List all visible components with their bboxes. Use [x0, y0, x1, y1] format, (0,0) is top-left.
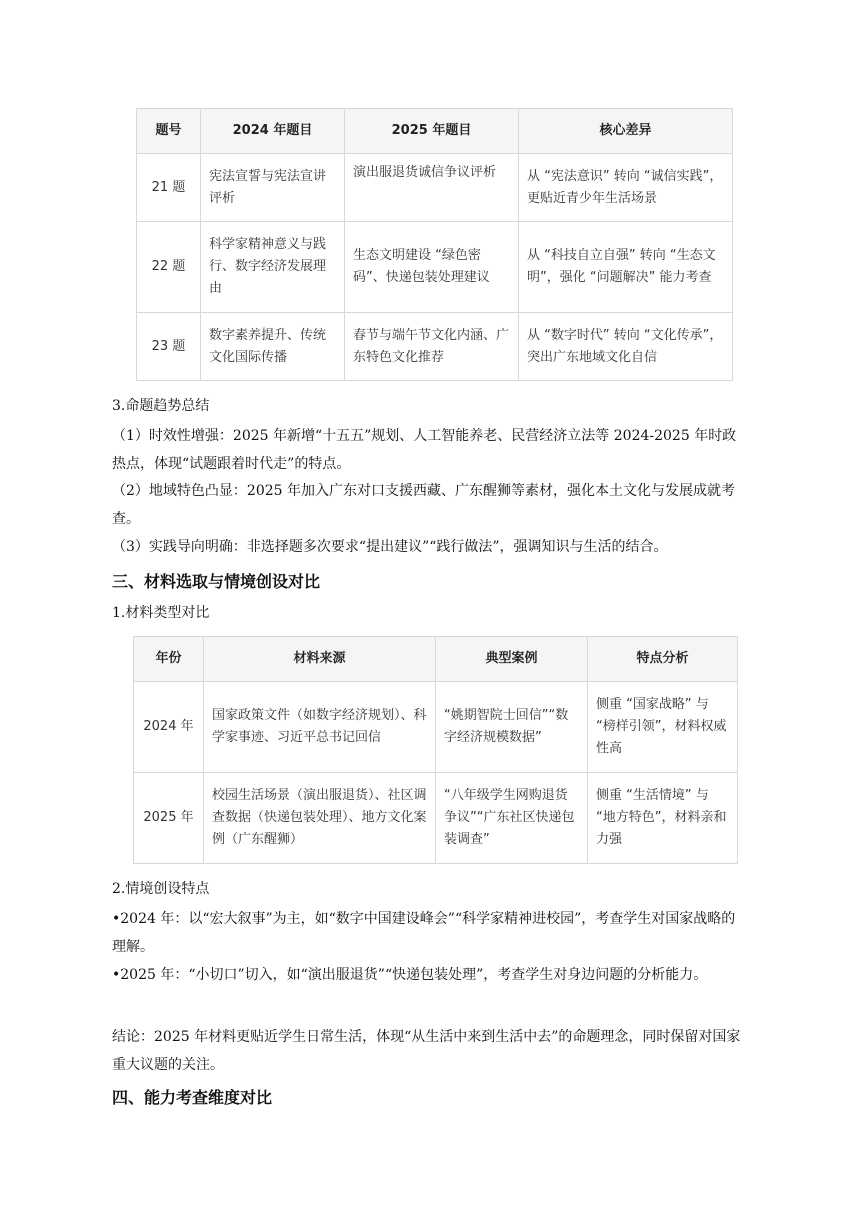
- material-comparison-table: [133, 636, 738, 864]
- conclusion-paragraph: 结论：2025 年材料更贴近学生日常生活，体现“从生活中来到生活中去”的命题理念，同时保留对国家重大议题的关注。: [112, 1029, 741, 1073]
- paragraph: （2）地域特色凸显：2025 年加入广东对口支援西藏、广东醒狮等素材，强化本土文化与发展成就考查。: [112, 483, 735, 527]
- table-cell: “八年级学生网购退货争议”“广东社区快递包装调查”: [436, 773, 588, 864]
- table-cell: 科学家精神意义与践行、数字经济发展理由: [201, 222, 345, 313]
- table-cell: 从 “科技自立自强” 转向 “生态文明”，强化 “问题解决” 能力考查: [519, 222, 733, 313]
- table-cell: 生态文明建设 “绿色密码”、快递包装处理建议: [345, 222, 519, 313]
- table-cell: 23 题: [137, 313, 201, 381]
- table-cell: 22 题: [137, 222, 201, 313]
- table-cell: 国家政策文件（如数字经济规划）、科学家事迹、习近平总书记回信: [204, 682, 436, 773]
- paragraph: （1）时效性增强：2025 年新增“十五五”规划、人工智能养老、民营经济立法等 2024-2025 年时政热点，体现“试题跟着时代走”的特点。: [112, 428, 737, 472]
- table-cell: 春节与端午节文化内涵、广东特色文化推荐: [345, 313, 519, 381]
- table-header-row: [137, 109, 733, 154]
- table-row: [134, 682, 738, 773]
- table-cell: 校园生活场景（演出服退货）、社区调查数据（快递包装处理）、地方文化案例（广东醒狮）: [204, 773, 436, 864]
- table-cell: 侧重 “国家战略” 与 “榜样引领”，材料权威性高: [588, 682, 738, 773]
- table-cell: 数字素养提升、传统文化国际传播: [201, 313, 345, 381]
- bullet-item: •2025 年：“小切口”切入，如“演出服退货”“快递包装处理”，考查学生对身边问题的分析能力。: [112, 967, 708, 983]
- table-cell: 21 题: [137, 154, 201, 222]
- section-subtitle: 2.情境创设特点: [112, 881, 210, 897]
- column-header: 2024 年题目: [201, 109, 345, 154]
- table-header-row: [134, 637, 738, 682]
- column-header: 2025 年题目: [345, 109, 519, 154]
- bullet-item: •2024 年：以“宏大叙事”为主，如“数字中国建设峰会”“科学家精神进校园”，考查学生对国家战略的理解。: [112, 911, 736, 955]
- table-cell: 从 “数字时代” 转向 “文化传承”，突出广东地域文化自信: [519, 313, 733, 381]
- section-heading: 三、材料选取与情境创设对比: [112, 572, 321, 591]
- column-header: 特点分析: [588, 637, 738, 682]
- table-cell: 从 “宪法意识” 转向 “诚信实践”，更贴近青少年生活场景: [519, 154, 733, 222]
- table-row: [134, 773, 738, 864]
- column-header: 典型案例: [436, 637, 588, 682]
- table-cell: “姚期智院士回信”“数字经济规模数据”: [436, 682, 588, 773]
- section-subtitle: 3.命题趋势总结: [112, 398, 210, 414]
- table-row: [137, 313, 733, 381]
- question-comparison-table: [136, 108, 733, 381]
- table-row: [137, 222, 733, 313]
- section-heading: 四、能力考查维度对比: [112, 1088, 273, 1107]
- table-row: [137, 154, 733, 222]
- table-cell: 侧重 “生活情境” 与 “地方特色”，材料亲和力强: [588, 773, 738, 864]
- column-header: 题号: [137, 109, 201, 154]
- table-cell: 宪法宣誓与宪法宣讲评析: [201, 154, 345, 222]
- column-header: 材料来源: [204, 637, 436, 682]
- column-header: 核心差异: [519, 109, 733, 154]
- table-cell: 演出服退货诚信争议评析: [345, 154, 519, 222]
- section-subtitle: 1.材料类型对比: [112, 605, 210, 621]
- table-cell: 2025 年: [134, 773, 204, 864]
- column-header: 年份: [134, 637, 204, 682]
- table-cell: 2024 年: [134, 682, 204, 773]
- paragraph: （3）实践导向明确：非选择题多次要求“提出建议”“践行做法”，强调知识与生活的结合。: [112, 539, 668, 555]
